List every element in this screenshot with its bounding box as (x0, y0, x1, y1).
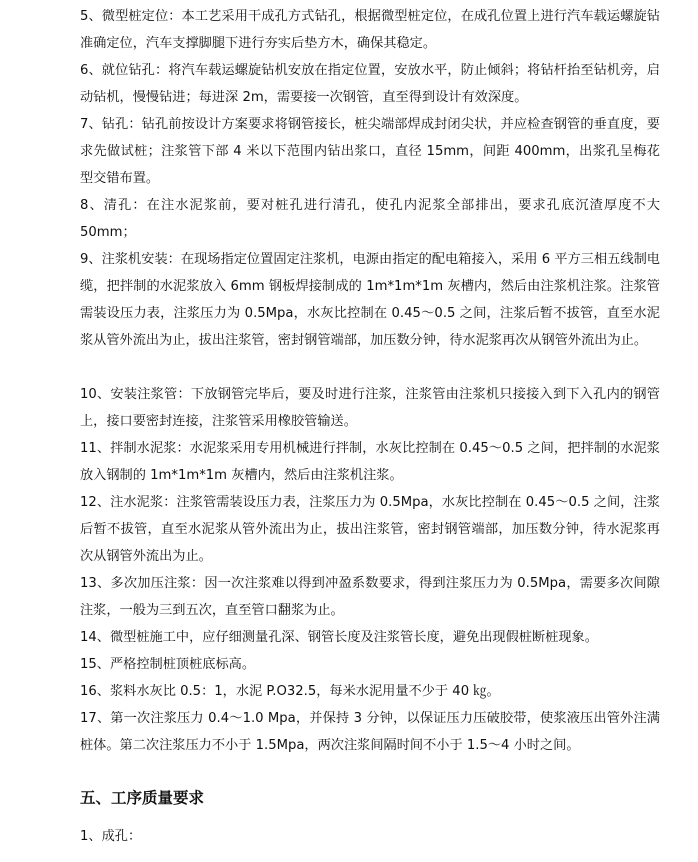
paragraph-item-15: 15、严格控制桩顶桩底标高。 (80, 657, 256, 672)
paragraph-item-17: 17、第一次注浆压力 0.4～1.0 Mpa，并保持 3 分钟，以保证压力压破胶带，使浆液压出管外注满桩体。第二次注浆压力不小于 1.5Mpa，两次注浆间隔时间不小于 1.5～4 小时之间。 (80, 711, 660, 753)
paragraph-item-12: 12、注水泥浆：注浆管需装设压力表，注浆压力为 0.5Mpa，水灰比控制在 0.45～0.5 之间，注浆后暂不拔管，直至水泥浆从管外流出为止，拔出注浆管，密封钢管端部，加压数分钟，待水泥浆再次从钢管外流出为止。 (80, 495, 660, 564)
paragraph-item-8: 8、清孔：在注水泥浆前，要对桩孔进行清孔，使孔内泥浆全部排出，要求孔底沉渣厚度不大 50mm； (80, 198, 660, 240)
paragraph-item-6: 6、就位钻孔：将汽车载运螺旋钻机安放在指定位置，安放水平，防止倾斜；将钻杆抬至钻机旁，启动钻机，慢慢钻进；每进深 2m，需要接一次钢管，直至得到设计有效深度。 (80, 63, 660, 105)
paragraph-item-14: 14、微型桩施工中，应仔细测量孔深、钢管长度及注浆管长度，避免出现假桩断桩现象。 (80, 630, 598, 645)
paragraph-item-5: 5、微型桩定位：本工艺采用干成孔方式钻孔，根据微型桩定位，在成孔位置上进行汽车载运螺旋钻准确定位，汽车支撑脚腿下进行夯实后垫方木，确保其稳定。 (80, 9, 660, 51)
paragraph-item-7: 7、钻孔：钻孔前按设计方案要求将钢管接长，桩尖端部焊成封闭尖状，并应检查钢管的垂直度，要求先做试桩；注浆管下部 4 米以下范围内钻出浆口，直径 15mm，间距 400mm，出浆孔呈梅花型交错布置。 (80, 117, 660, 186)
paragraph-item-10: 10、安装注浆管：下放钢管完毕后，要及时进行注浆，注浆管由注浆机只接接入到下入孔内的钢管上，接口要密封连接，注浆管采用橡胶管输送。 (80, 387, 660, 429)
paragraph-item-9: 9、注浆机安装：在现场指定位置固定注浆机，电源由指定的配电箱接入，采用 6 平方三相五线制电缆，把拌制的水泥浆放入 6mm 钢板焊接制成的 1m*1m*1m 灰槽内，然后由注浆机注浆。注浆管需装设压力表，注浆压力为 0.5Mpa，水灰比控制在 0.45～0.5 之间，注浆后暂不拔管，直至水泥浆从管外流出为止，拔出注浆管，密封钢管端部，加压数分钟，待水泥浆再次从钢管外流出为止。 (80, 252, 660, 348)
sub-item-heading: 1、成孔： (80, 829, 142, 844)
paragraph-item-11: 11、拌制水泥浆：水泥浆采用专用机械进行拌制，水灰比控制在 0.45～0.5 之间，把拌制的水泥浆放入钢制的 1m*1m*1m 灰槽内，然后由注浆机注浆。 (80, 441, 660, 483)
paragraph-item-13: 13、多次加压注浆：因一次注浆难以得到冲盈系数要求，得到注浆压力为 0.5Mpa，需要多次间隙注浆，一般为三到五次，直至管口翻浆为止。 (80, 576, 660, 618)
paragraph-item-16: 16、浆料水灰比 0.5：1，水泥 P.O32.5，每米水泥用量不少于 40 ㎏。 (80, 684, 500, 699)
section-heading: 五、工序质量要求 (80, 789, 205, 807)
